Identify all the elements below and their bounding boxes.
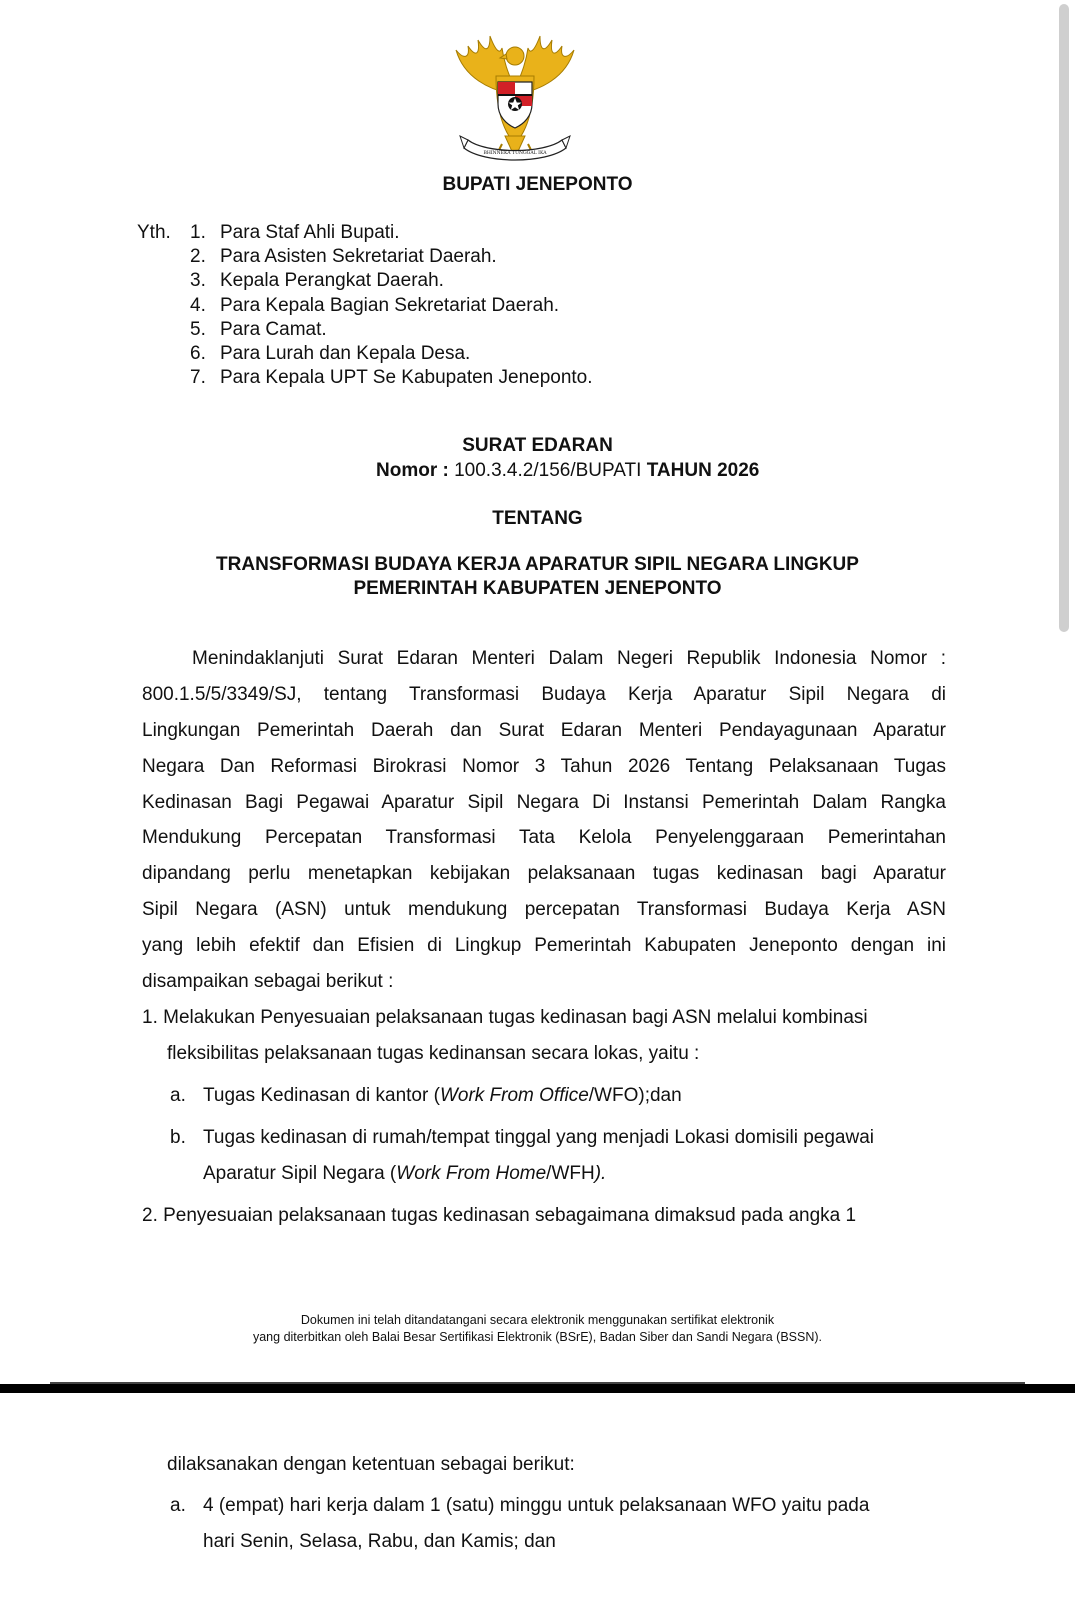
tentang-heading: TENTANG <box>492 508 583 529</box>
paragraph-line: Lingkungan Pemerintah Daerah dan Surat Edaran Menteri Pendayagunaan Aparatur <box>142 719 946 741</box>
letter-year: TAHUN 2026 <box>646 460 760 481</box>
point-2a-line: 4 (empat) hari kerja dalam 1 (satu) minggu untuk pelaksanaan WFO yaitu pada <box>203 1495 870 1516</box>
point-1a-prefix: a. <box>170 1085 186 1106</box>
recipients-prefix: Yth. <box>137 222 171 243</box>
footer-line: Dokumen ini telah ditandatangani secara elektronik menggunakan sertifikat elektronik <box>300 1313 775 1327</box>
point-1a-text: Tugas Kedinasan di kantor (Work From Office/WFO);dan <box>203 1085 682 1106</box>
letter-subject-line: TRANSFORMASI BUDAYA KERJA APARATUR SIPIL NEGARA LINGKUP <box>216 554 859 575</box>
letter-number-value: 100.3.4.2/156/BUPATI <box>454 460 642 481</box>
footer-line: yang diterbitkan oleh Balai Besar Sertifikasi Elektronik (BSrE), Badan Siber dan Sandi Negara (BSSN). <box>252 1330 823 1344</box>
point-1b-line: Tugas kedinasan di rumah/tempat tinggal yang menjadi Lokasi domisili pegawai <box>203 1127 875 1148</box>
scrollbar-thumb[interactable] <box>1059 4 1069 632</box>
letter-number-label: Nomor : <box>376 460 449 481</box>
e-signature-note <box>0 1312 1075 1346</box>
letter-type: SURAT EDARAN <box>462 435 613 456</box>
paragraph-line: dipandang perlu menetapkan kebijakan pelaksanaan tugas kedinasan bagi Aparatur <box>142 863 946 885</box>
paragraph-line: yang lebih efektif dan Efisien di Lingkup Pemerintah Kabupaten Jeneponto dengan ini <box>142 935 946 957</box>
paragraph-line: Kedinasan Bagi Pegawai Aparatur Sipil Negara Di Instansi Pemerintah Dalam Rangka <box>142 791 946 813</box>
point-1-line: fleksibilitas pelaksanaan tugas kedinansan secara lokas, yaitu : <box>167 1043 700 1064</box>
intro-paragraph <box>142 641 946 1000</box>
list-item: 3. Kepala Perangkat Daerah. <box>190 270 444 292</box>
paragraph-line: disampaikan sebagai berikut : <box>142 971 394 993</box>
paragraph-line: Sipil Negara (ASN) untuk mendukung percepatan Transformasi Budaya Kerja ASN <box>142 899 946 921</box>
point-1b-line: Aparatur Sipil Negara (Work From Home/WFH). <box>203 1163 607 1184</box>
letter-subject <box>0 553 1075 601</box>
paragraph-line: 800.1.5/5/3349/SJ, tentang Transformasi Budaya Kerja Aparatur Sipil Negara di <box>142 683 946 705</box>
paragraph-line: Menindaklanjuti Surat Edaran Menteri Dalam Negeri Republik Indonesia Nomor : <box>192 648 946 669</box>
scrollbar[interactable] <box>1053 0 1075 1600</box>
issuer-heading: BUPATI JENEPONTO <box>442 174 633 195</box>
garuda-emblem-icon <box>450 32 580 167</box>
point-2a-prefix: a. <box>170 1495 186 1516</box>
emblem-motto: BHINNEKA TUNGGAL IKA <box>483 151 547 156</box>
point-2a-line: hari Senin, Selasa, Rabu, dan Kamis; dan <box>203 1531 556 1552</box>
point-1-line: 1. Melakukan Penyesuaian pelaksanaan tugas kedinasan bagi ASN melalui kombinasi <box>142 1007 868 1028</box>
list-item: 5. Para Camat. <box>190 318 327 340</box>
recipients-list <box>190 221 890 390</box>
list-item: 1. Para Staf Ahli Bupati. <box>190 222 400 243</box>
point-2-line: dilaksanakan dengan ketentuan sebagai berikut: <box>167 1454 575 1475</box>
page-break <box>0 1384 1075 1393</box>
paragraph-line: Mendukung Percepatan Transformasi Tata Kelola Penyelenggaraan Pemerintahan <box>142 827 946 849</box>
list-item: 4. Para Kepala Bagian Sekretariat Daerah. <box>190 294 560 316</box>
list-item: 6. Para Lurah dan Kepala Desa. <box>190 343 471 365</box>
list-item: 7. Para Kepala UPT Se Kabupaten Jeneponto. <box>190 367 593 389</box>
letter-number <box>376 460 759 482</box>
paragraph-line: Negara Dan Reformasi Birokrasi Nomor 3 Tahun 2026 Tentang Pelaksanaan Tugas <box>142 755 946 777</box>
list-item: 2. Para Asisten Sekretariat Daerah. <box>190 246 497 268</box>
point-2-line: 2. Penyesuaian pelaksanaan tugas kedinasan sebagaimana dimaksud pada angka 1 <box>142 1205 857 1226</box>
point-1b-prefix: b. <box>170 1127 186 1148</box>
letter-subject-line: PEMERINTAH KABUPATEN JENEPONTO <box>353 578 722 599</box>
